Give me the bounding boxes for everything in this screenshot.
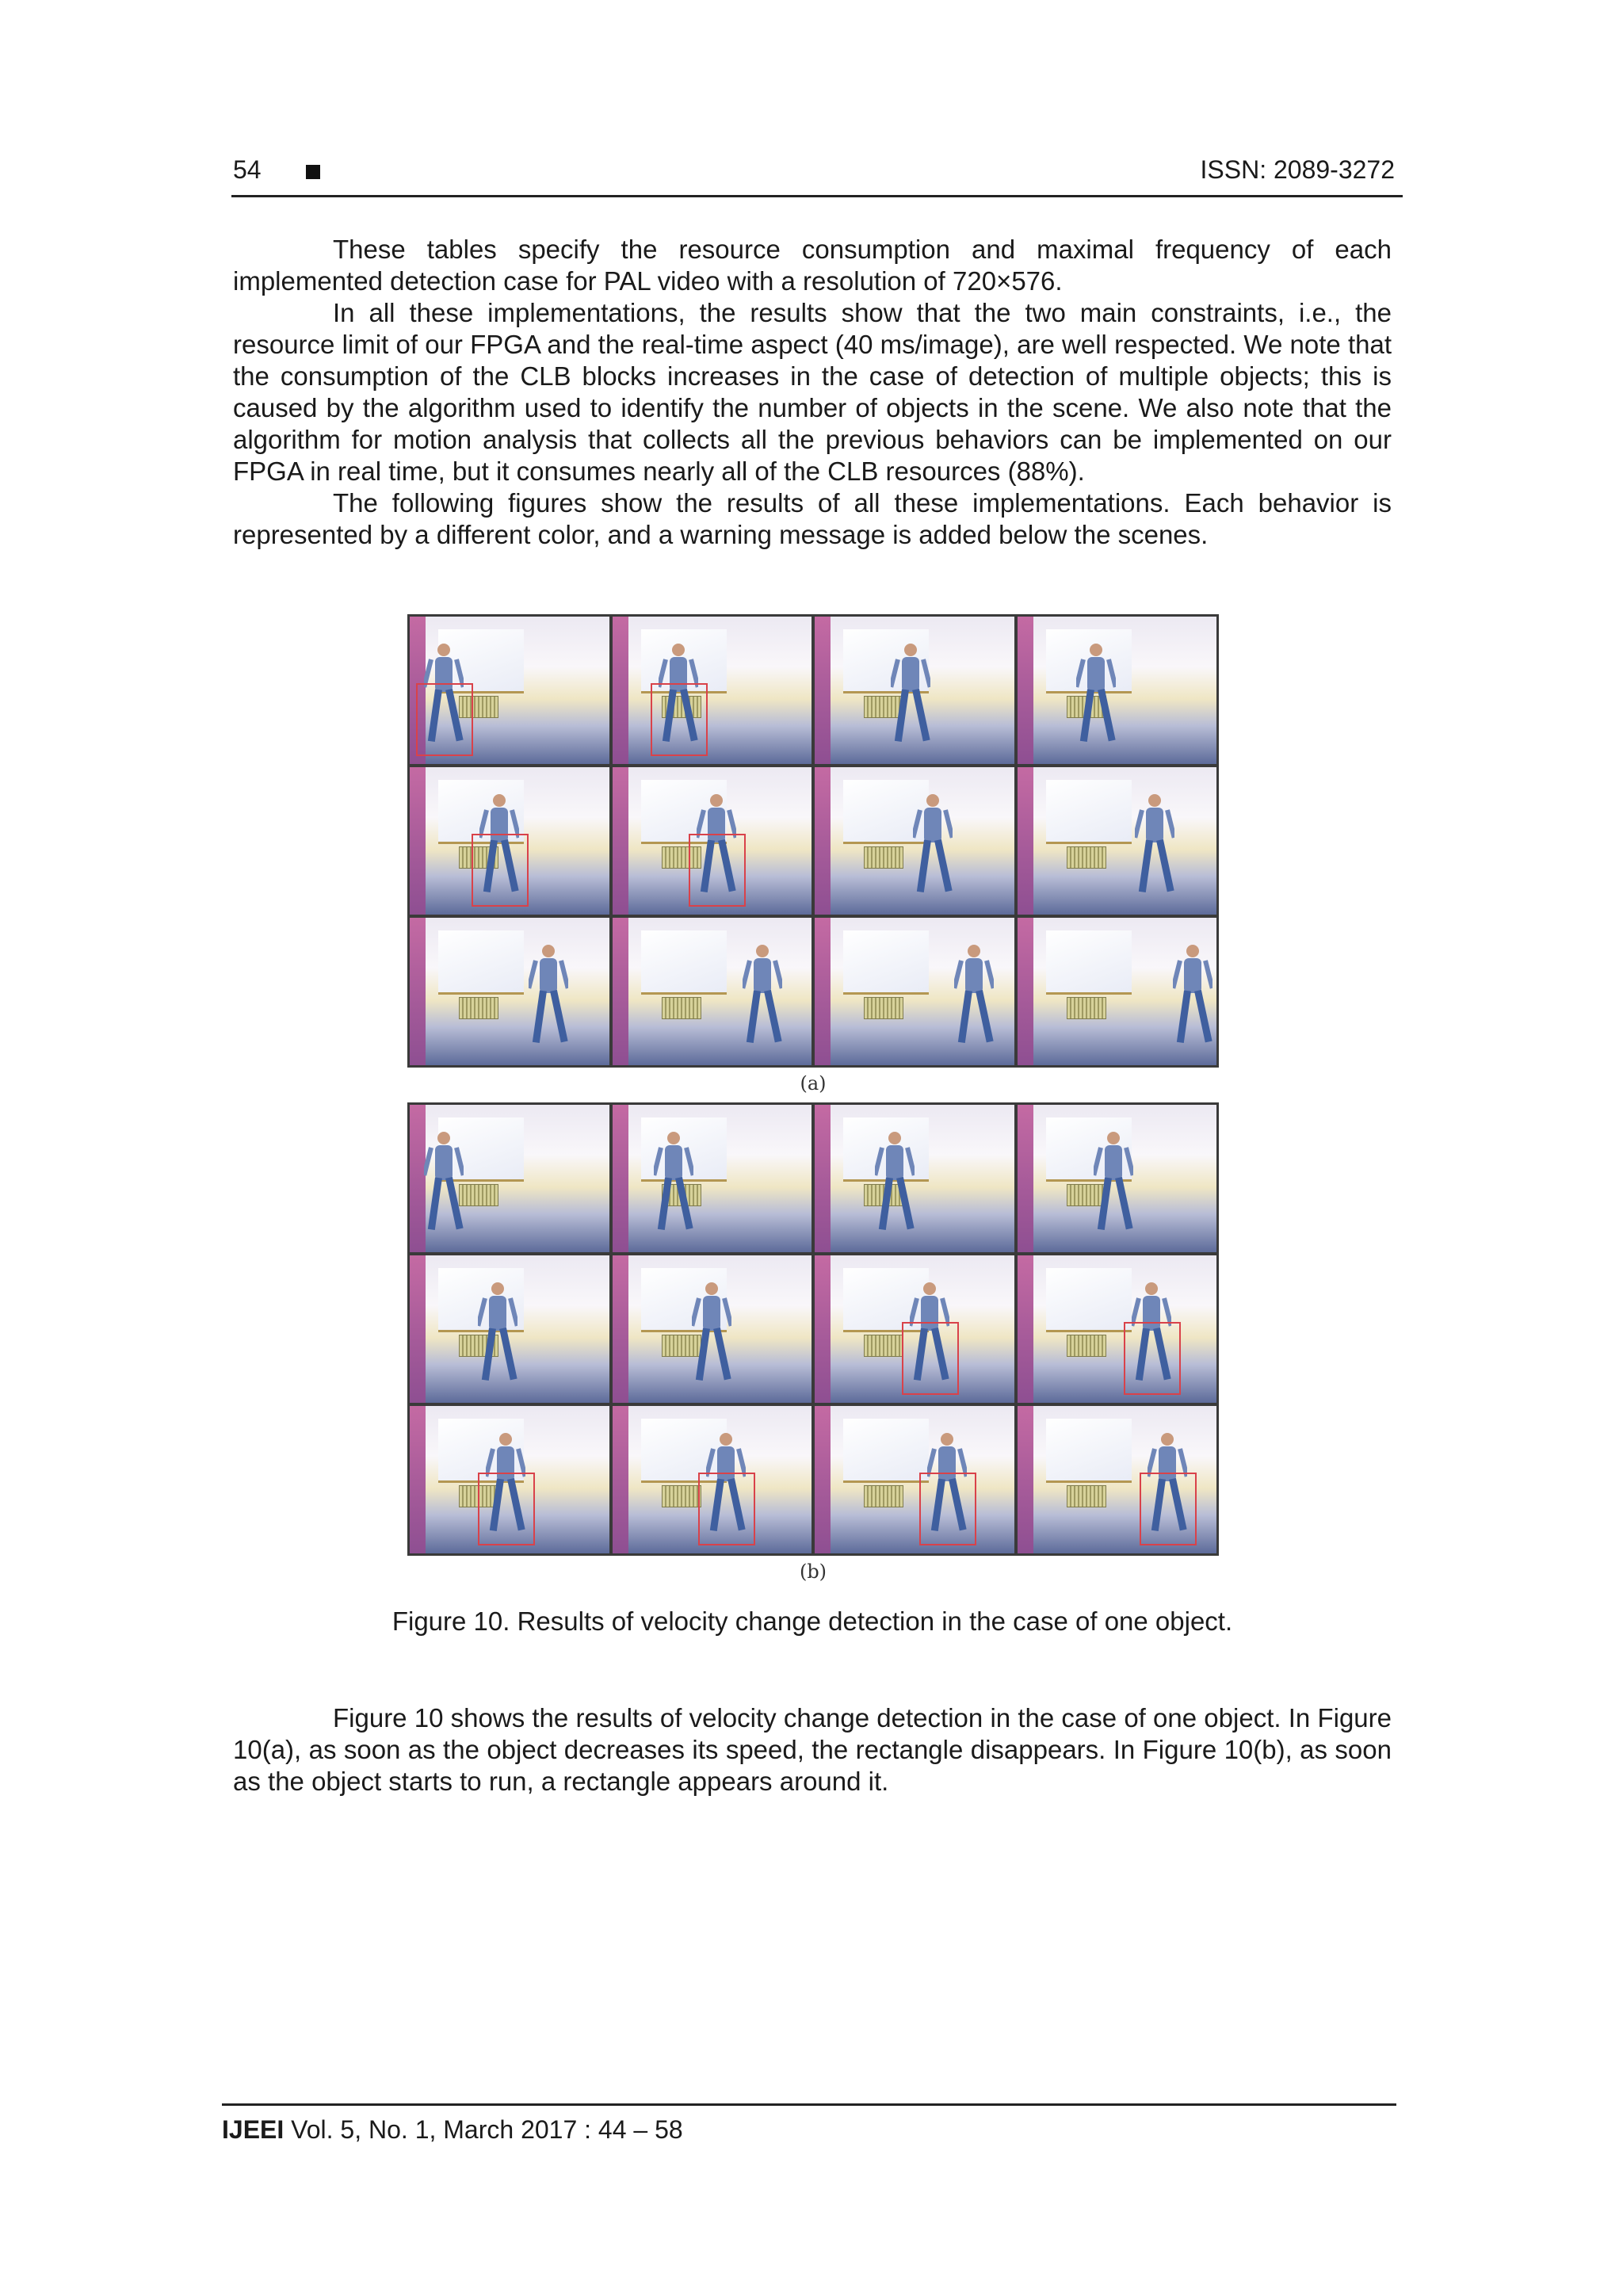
video-frame-a-6 <box>613 767 812 915</box>
radiator <box>864 1335 903 1357</box>
pink-cabinet <box>410 1105 426 1252</box>
issn: ISSN: 2089-3272 <box>1200 155 1395 184</box>
video-frame-a-3 <box>815 617 1014 764</box>
video-frame-b-9 <box>410 1406 609 1553</box>
subfigure-b-grid <box>407 1102 1219 1556</box>
video-frame-a-4 <box>1018 617 1217 764</box>
window <box>1046 1419 1132 1483</box>
walking-person <box>1094 1130 1133 1241</box>
detection-rectangle <box>1140 1473 1197 1545</box>
radiator <box>1067 846 1106 869</box>
page-number: 54 <box>233 155 262 184</box>
figure-10 <box>407 614 1219 1591</box>
pink-cabinet <box>410 1406 426 1553</box>
detection-rectangle <box>919 1473 976 1545</box>
video-frame-b-1 <box>410 1105 609 1252</box>
radiator <box>864 997 903 1019</box>
video-frame-b-2 <box>613 1105 812 1252</box>
walking-person <box>875 1130 915 1241</box>
video-frame-b-4 <box>1018 1105 1217 1252</box>
header-square-icon <box>306 165 320 179</box>
pink-cabinet <box>1018 1406 1033 1553</box>
walking-person <box>891 642 930 753</box>
window <box>641 930 727 995</box>
video-frame-a-2 <box>613 617 812 764</box>
window <box>843 930 929 995</box>
body-paragraphs <box>233 234 1392 551</box>
radiator <box>662 1485 701 1507</box>
walking-person <box>1135 793 1174 904</box>
radiator <box>662 997 701 1019</box>
paragraph-2: In all these implementations, the results show that the two main constraints, i.e., the resource limit of our FPGA and the real-time aspect (40 ms/image), are well respected. We note that the consumption of the CLB blocks increases in the case of detection of multiple objects; this is caused by the algorithm used to identify the number of objects in the scene. We also note that the algorithm for motion analysis that collects all the previous behaviors can be implemented on our FPGA in real time, but it consumes nearly all of the CLB resources (88%). <box>233 298 1392 486</box>
pink-cabinet <box>815 1406 831 1553</box>
video-frame-a-12 <box>1018 918 1217 1065</box>
walking-person <box>954 943 994 1054</box>
paragraph-4: Figure 10 shows the results of velocity change detection in the case of one object. In Figure 10(a), as soon as the object decreases its speed, the rectangle disappears. In Figure 10(b), as soon as the object starts to run, a rectangle appears around it. <box>233 1703 1392 1796</box>
video-frame-b-12 <box>1018 1406 1217 1553</box>
pink-cabinet <box>613 1105 628 1252</box>
video-frame-b-10 <box>613 1406 812 1553</box>
body-paragraph-after-figure <box>233 1702 1392 1797</box>
walking-person <box>1173 943 1212 1054</box>
pink-cabinet <box>815 1255 831 1403</box>
footer-journal: IJEEI <box>222 2115 285 2144</box>
paragraph-3: The following figures show the results of all these implementations. Each behavior is represented by a different color, and a warning message is added below the scenes. <box>233 488 1392 549</box>
window <box>438 930 524 995</box>
walking-person <box>1076 642 1116 753</box>
pink-cabinet <box>815 1105 831 1252</box>
subfigure-a-grid <box>407 614 1219 1068</box>
pink-cabinet <box>1018 918 1033 1065</box>
video-frame-a-7 <box>815 767 1014 915</box>
detection-rectangle <box>416 683 473 756</box>
window <box>1046 780 1132 844</box>
pink-cabinet <box>613 767 628 915</box>
video-frame-b-3 <box>815 1105 1014 1252</box>
walking-person <box>529 943 568 1054</box>
pink-cabinet <box>815 617 831 764</box>
detection-rectangle <box>472 834 529 907</box>
pink-cabinet <box>410 1255 426 1403</box>
walking-person <box>478 1281 517 1392</box>
video-frame-b-6 <box>613 1255 812 1403</box>
video-frame-a-5 <box>410 767 609 915</box>
detection-rectangle <box>698 1473 755 1545</box>
video-frame-b-11 <box>815 1406 1014 1553</box>
radiator <box>864 846 903 869</box>
pink-cabinet <box>815 918 831 1065</box>
subfigure-a-label: (a) <box>800 1072 827 1095</box>
window <box>1046 1268 1132 1332</box>
pink-cabinet <box>815 767 831 915</box>
walking-person <box>424 1130 464 1241</box>
walking-person <box>913 793 953 904</box>
video-frame-a-9 <box>410 918 609 1065</box>
pink-cabinet <box>1018 1255 1033 1403</box>
radiator <box>1067 1335 1106 1357</box>
pink-cabinet <box>613 617 628 764</box>
radiator <box>1067 1485 1106 1507</box>
walking-person <box>743 943 782 1054</box>
video-frame-b-7 <box>815 1255 1014 1403</box>
radiator <box>1067 997 1106 1019</box>
pink-cabinet <box>1018 1105 1033 1252</box>
radiator <box>459 997 498 1019</box>
video-frame-a-8 <box>1018 767 1217 915</box>
footer-citation: Vol. 5, No. 1, March 2017 : 44 – 58 <box>291 2115 683 2144</box>
page-footer <box>222 2103 1396 2145</box>
walking-person <box>692 1281 731 1392</box>
detection-rectangle <box>689 834 746 907</box>
detection-rectangle <box>478 1473 535 1545</box>
page-header <box>231 151 1403 197</box>
window <box>843 1419 929 1483</box>
figure-caption: Figure 10. Results of velocity change detection in the case of one object. <box>391 1606 1233 1636</box>
radiator <box>459 1184 498 1206</box>
detection-rectangle <box>902 1322 959 1395</box>
paragraph-1: These tables specify the resource consumption and maximal frequency of each implemented detection case for PAL video with a resolution of 720×576. <box>233 235 1392 296</box>
window <box>1046 930 1132 995</box>
video-frame-a-11 <box>815 918 1014 1065</box>
walking-person <box>654 1130 693 1241</box>
subfigure-b-label: (b) <box>799 1561 827 1583</box>
video-frame-b-5 <box>410 1255 609 1403</box>
detection-rectangle <box>1124 1322 1181 1395</box>
video-frame-b-8 <box>1018 1255 1217 1403</box>
pink-cabinet <box>410 918 426 1065</box>
video-frame-a-10 <box>613 918 812 1065</box>
pink-cabinet <box>613 918 628 1065</box>
pink-cabinet <box>1018 617 1033 764</box>
detection-rectangle <box>651 683 708 756</box>
radiator <box>864 1485 903 1507</box>
pink-cabinet <box>613 1406 628 1553</box>
pink-cabinet <box>1018 767 1033 915</box>
video-frame-a-1 <box>410 617 609 764</box>
pink-cabinet <box>410 767 426 915</box>
pink-cabinet <box>613 1255 628 1403</box>
